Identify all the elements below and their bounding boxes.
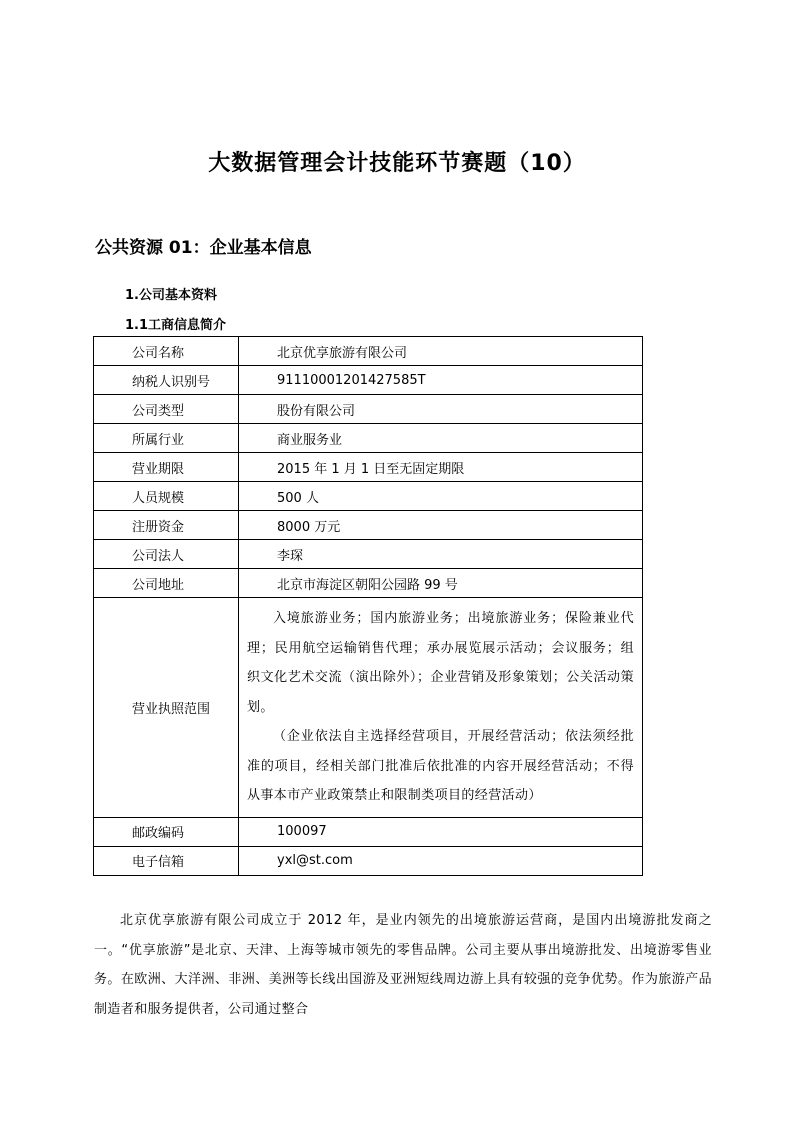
sub-heading-business-info: 1.1工商信息简介 (125, 318, 227, 333)
table-row (94, 846, 643, 875)
row-label: 所属行业 (94, 424, 239, 453)
scope-value (239, 598, 643, 818)
row-value: 北京优享旅游有限公司 (239, 337, 643, 366)
row-value: 2015 年 1 月 1 日至无固定期限 (239, 453, 643, 482)
row-value: 91110001201427585T (239, 366, 643, 395)
company-description: 北京优享旅游有限公司成立于 2012 年，是业内领先的出境旅游运营商，是国内出境游批发商之一。“优享旅游”是北京、天津、上海等城市领先的零售品牌。公司主要从事出境游批发、出境游零售业务。在欧洲、大洋洲、非洲、美洲等长线出国游及亚洲短线周边游上具有较强的竞争优势。作为旅游产品制造者和服务提供者，公司通过整合 (94, 913, 712, 1017)
table-row (94, 453, 643, 482)
row-label: 纳税人识别号 (94, 366, 239, 395)
table-row (94, 817, 643, 846)
table-row (94, 511, 643, 540)
table-row (94, 569, 643, 598)
row-label: 电子信箱 (94, 846, 239, 875)
table-row (94, 424, 643, 453)
row-value: 李琛 (239, 540, 643, 569)
row-label: 注册资金 (94, 511, 239, 540)
row-label: 人员规模 (94, 482, 239, 511)
table-row (94, 395, 643, 424)
table-row (94, 366, 643, 395)
row-value: 100097 (239, 817, 643, 846)
scope-paragraph: （企业依法自主选择经营项目，开展经营活动；依法须经批准的项目，经相关部门批准后依批准的内容开展经营活动；不得从事本市产业政策禁止和限制类项目的经营活动） (247, 729, 634, 803)
row-value: 500 人 (239, 482, 643, 511)
table-row (94, 337, 643, 366)
row-value: 8000 万元 (239, 511, 643, 540)
scope-paragraph: 入境旅游业务；国内旅游业务；出境旅游业务；保险兼业代理；民用航空运输销售代理；承办展览展示活动；会议服务；组织文化艺术交流（演出除外）；企业营销及形象策划；公关活动策划。 (247, 611, 634, 715)
row-value: 股份有限公司 (239, 395, 643, 424)
table-row-scope (94, 598, 643, 818)
document-title: 大数据管理会计技能环节赛题（10） (208, 151, 586, 176)
row-label: 公司类型 (94, 395, 239, 424)
row-value: yxl@st.com (239, 846, 643, 875)
section-heading: 公共资源 01：企业基本信息 (95, 238, 312, 258)
row-label: 公司法人 (94, 540, 239, 569)
row-value: 北京市海淀区朝阳公园路 99 号 (239, 569, 643, 598)
table-row (94, 482, 643, 511)
scope-label: 营业执照范围 (94, 598, 239, 818)
row-label: 公司名称 (94, 337, 239, 366)
row-value: 商业服务业 (239, 424, 643, 453)
row-label: 邮政编码 (94, 817, 239, 846)
row-label: 营业期限 (94, 453, 239, 482)
row-label: 公司地址 (94, 569, 239, 598)
sub-heading-company-basics: 1.公司基本资料 (125, 288, 217, 303)
company-info-table (93, 336, 643, 876)
table-row (94, 540, 643, 569)
